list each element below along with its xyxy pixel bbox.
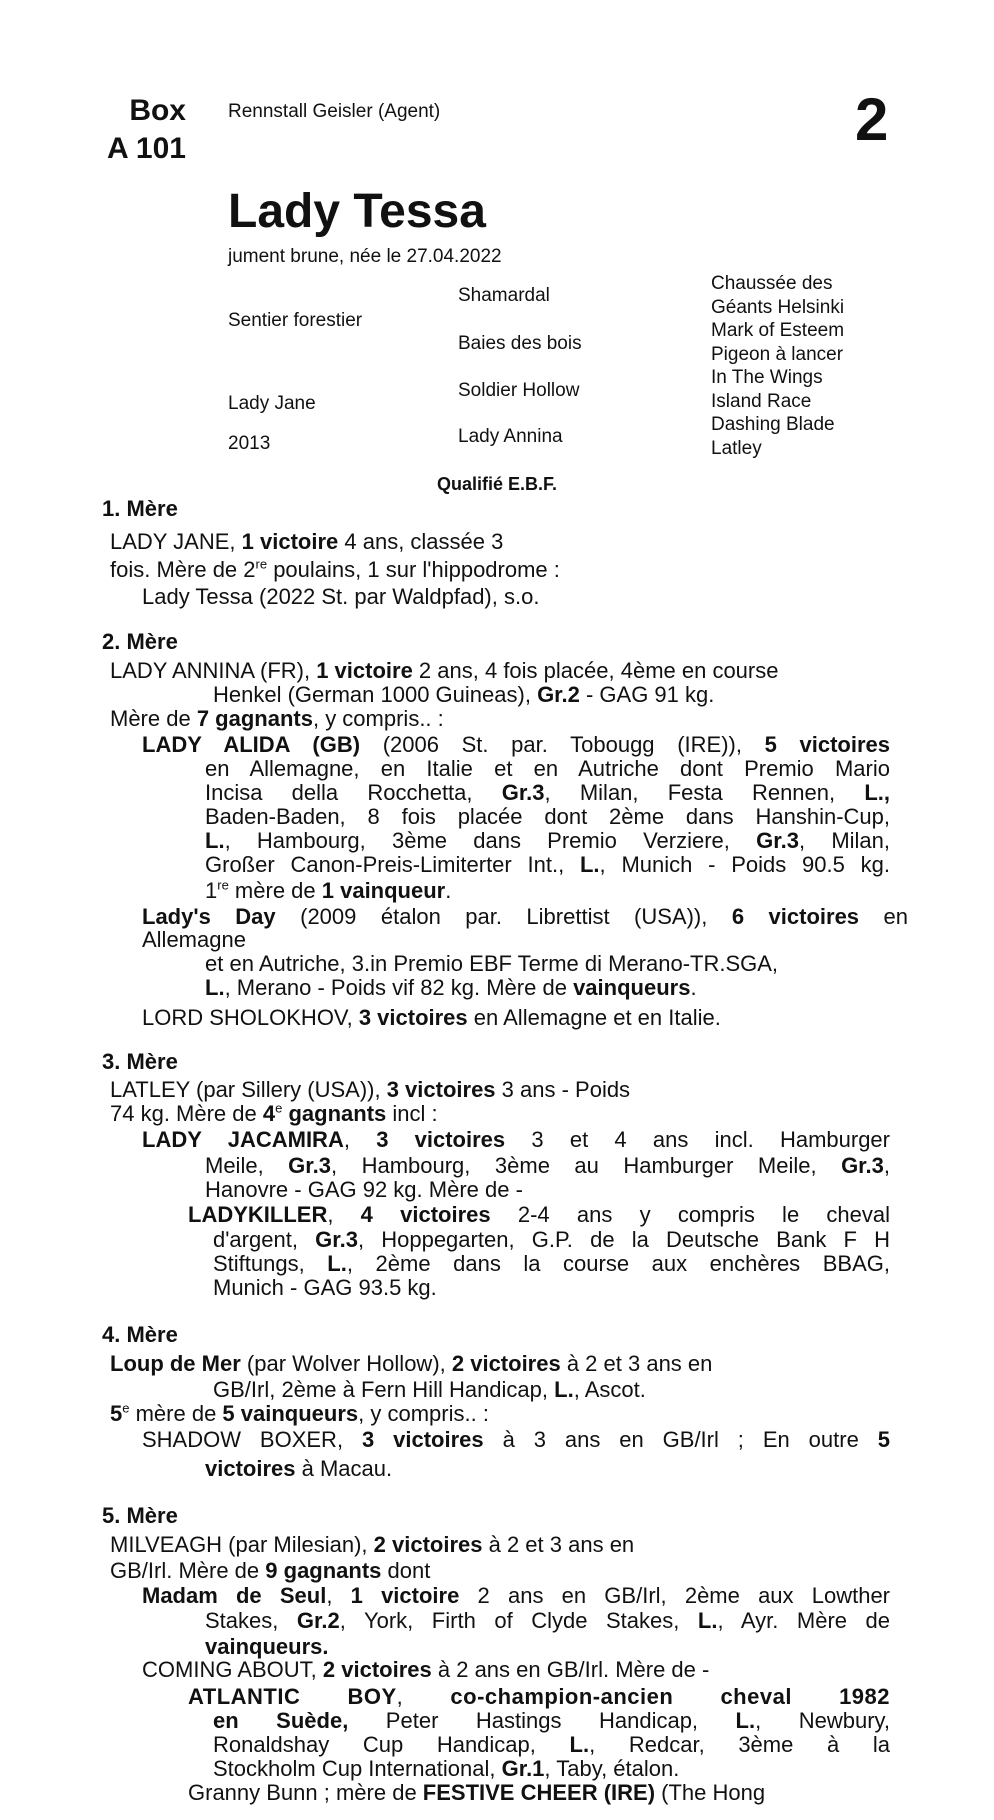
s4-line-1: Loup de Mer (par Wolver Hollow), 2 victoires à 2 et 3 ans en bbox=[110, 1351, 713, 1376]
pedigree-gen3-4: Pigeon à lancer bbox=[711, 343, 844, 365]
s5-line-11: Granny Bunn ; mère de FESTIVE CHEER (IRE) (The Hong bbox=[188, 1780, 766, 1805]
s4-line-3: 5e mère de 5 vainqueurs, y compris.. : bbox=[110, 1400, 489, 1426]
pedigree-gen2-2: Baies des bois bbox=[458, 333, 582, 354]
section-title-5: 5. Mère bbox=[102, 1503, 178, 1528]
s3-line-9: Munich - GAG 93.5 kg. bbox=[213, 1275, 437, 1300]
s4-line-5: victoires à Macau. bbox=[205, 1456, 393, 1481]
pedigree-dam: Lady Jane bbox=[228, 393, 316, 414]
s2-line-3: Mère de 7 gagnants, y compris.. : bbox=[110, 706, 444, 731]
s3-line-3: LADY JACAMIRA, 3 victoires 3 et 4 ans incl. Hamburger bbox=[142, 1127, 890, 1152]
s1-line-3: Lady Tessa (2022 St. par Waldpfad), s.o. bbox=[142, 584, 540, 609]
owner: Rennstall Geisler (Agent) bbox=[228, 101, 441, 122]
pedigree-gen3-5: In The Wings bbox=[711, 367, 823, 388]
pedigree-gen2-3: Soldier Hollow bbox=[458, 380, 580, 401]
s2-line-14: L., Merano - Poids vif 82 kg. Mère de vainqueurs. bbox=[205, 975, 697, 1000]
s5-line-1: MILVEAGH (par Milesian), 2 victoires à 2 et 3 ans en bbox=[110, 1532, 635, 1557]
s4-line-4: SHADOW BOXER, 3 victoires à 3 ans en GB/Irl ; En outre 5 bbox=[142, 1427, 890, 1452]
s5-line-7: ATLANTIC BOY, co-champion-ancien cheval 1982 bbox=[188, 1684, 891, 1709]
section-title-2: 2. Mère bbox=[102, 629, 178, 654]
horse-description: jument brune, née le 27.04.2022 bbox=[228, 246, 502, 267]
lot-number: 2 bbox=[855, 86, 889, 153]
pedigree-gen3-6: Island Race bbox=[711, 390, 812, 412]
s3-line-4: Meile, Gr.3, Hambourg, 3ème au Hamburger Meile, Gr.3, bbox=[205, 1153, 890, 1178]
s5-line-8: en Suède, Peter Hastings Handicap, L., Newbury, bbox=[213, 1708, 891, 1733]
qualification: Qualifié E.B.F. bbox=[437, 474, 558, 494]
pedigree-gen2-1: Shamardal bbox=[458, 285, 550, 306]
s2-line-4: LADY ALIDA (GB) (2006 St. par. Tobougg (IRE)), 5 victoires bbox=[142, 732, 891, 757]
pedigree-sire: Sentier forestier bbox=[228, 310, 363, 331]
s2-line-15: LORD SHOLOKHOV, 3 victoires en Allemagne et en Italie. bbox=[142, 1005, 721, 1030]
s2-line-8: L., Hambourg, 3ème dans Premio Verziere, Gr.3, Milan, bbox=[205, 828, 890, 853]
s2-line-10: 1re mère de 1 vainqueur. bbox=[205, 877, 452, 903]
s5-line-2: GB/Irl. Mère de 9 gagnants dont bbox=[110, 1558, 431, 1583]
s5-line-10: Stockholm Cup International, Gr.1, Taby, étalon. bbox=[213, 1756, 680, 1781]
s2-line-2: Henkel (German 1000 Guineas), Gr.2 - GAG 91 kg. bbox=[213, 682, 715, 707]
s5-line-4: Stakes, Gr.2, York, Firth of Clyde Stakes, L., Ayr. Mère de bbox=[205, 1608, 891, 1633]
pedigree-dam-year: 2013 bbox=[228, 433, 271, 454]
s2-line-7: Baden-Baden, 8 fois placée dont 2ème dans Hanshin-Cup, bbox=[205, 804, 890, 829]
s2-line-9: Großer Canon-Preis-Limiterter Int., L., Munich - Poids 90.5 kg. bbox=[205, 852, 890, 877]
s5-line-5: vainqueurs. bbox=[205, 1634, 329, 1659]
pedigree-gen3-7: Dashing Blade bbox=[711, 414, 835, 435]
s2-line-5: en Allemagne, en Italie et en Autriche dont Premio Mario bbox=[205, 756, 890, 781]
s2-line-13: et en Autriche, 3.in Premio EBF Terme di Merano-TR.SGA, bbox=[205, 951, 779, 976]
s3-line-2: 74 kg. Mère de 4e gagnants incl : bbox=[110, 1100, 438, 1126]
horse-name: Lady Tessa bbox=[228, 185, 486, 238]
s3-line-1: LATLEY (par Sillery (USA)), 3 victoires 3 ans - Poids bbox=[110, 1077, 631, 1102]
box-line2: A 101 bbox=[107, 132, 186, 165]
section-title-4: 4. Mère bbox=[102, 1322, 178, 1347]
s2-line-12: Allemagne bbox=[142, 927, 246, 952]
pedigree-gen3-3: Mark of Esteem bbox=[711, 320, 845, 341]
s3-line-7: d'argent, Gr.3, Hoppegarten, G.P. de la Deutsche Bank F H bbox=[213, 1227, 891, 1252]
box-line1: Box bbox=[129, 94, 186, 127]
s5-line-9: Ronaldshay Cup Handicap, L., Redcar, 3ème à la bbox=[213, 1732, 890, 1757]
s5-line-3: Madam de Seul, 1 victoire 2 ans en GB/Irl, 2ème aux Lowther bbox=[142, 1583, 891, 1608]
pedigree-gen2-4: Lady Annina bbox=[458, 426, 563, 447]
s3-line-5: Hanovre - GAG 92 kg. Mère de - bbox=[205, 1177, 523, 1202]
pedigree-gen3-2: Géants Helsinki bbox=[711, 296, 845, 318]
s3-line-6: LADYKILLER, 4 victoires 2-4 ans y compris le cheval bbox=[188, 1202, 891, 1227]
pedigree-gen3 bbox=[711, 272, 844, 460]
s1-line-2: fois. Mère de 2re poulains, 1 sur l'hippodrome : bbox=[110, 556, 560, 582]
s3-line-8: Stiftungs, L., 2ème dans la course aux enchères BBAG, bbox=[213, 1251, 890, 1276]
pedigree-gen3-1: Chaussée des bbox=[711, 273, 833, 294]
s2-line-6: Incisa della Rocchetta, Gr.3, Milan, Festa Rennen, L., bbox=[205, 780, 890, 805]
s4-line-2: GB/Irl, 2ème à Fern Hill Handicap, L., Ascot. bbox=[213, 1377, 646, 1402]
pedigree-gen3-8: Latley bbox=[711, 437, 762, 459]
s2-line-11: Lady's Day (2009 étalon par. Librettist (USA)), 6 victoires en bbox=[142, 904, 908, 929]
section-title-3: 3. Mère bbox=[102, 1049, 178, 1074]
s5-line-6: COMING ABOUT, 2 victoires à 2 ans en GB/Irl. Mère de - bbox=[142, 1657, 710, 1682]
section-title-1: 1. Mère bbox=[102, 496, 178, 521]
box-label bbox=[88, 92, 186, 168]
s1-line-1: LADY JANE, 1 victoire 4 ans, classée 3 bbox=[110, 529, 504, 554]
s2-line-1: LADY ANNINA (FR), 1 victoire 2 ans, 4 fois placée, 4ème en course bbox=[110, 658, 779, 683]
